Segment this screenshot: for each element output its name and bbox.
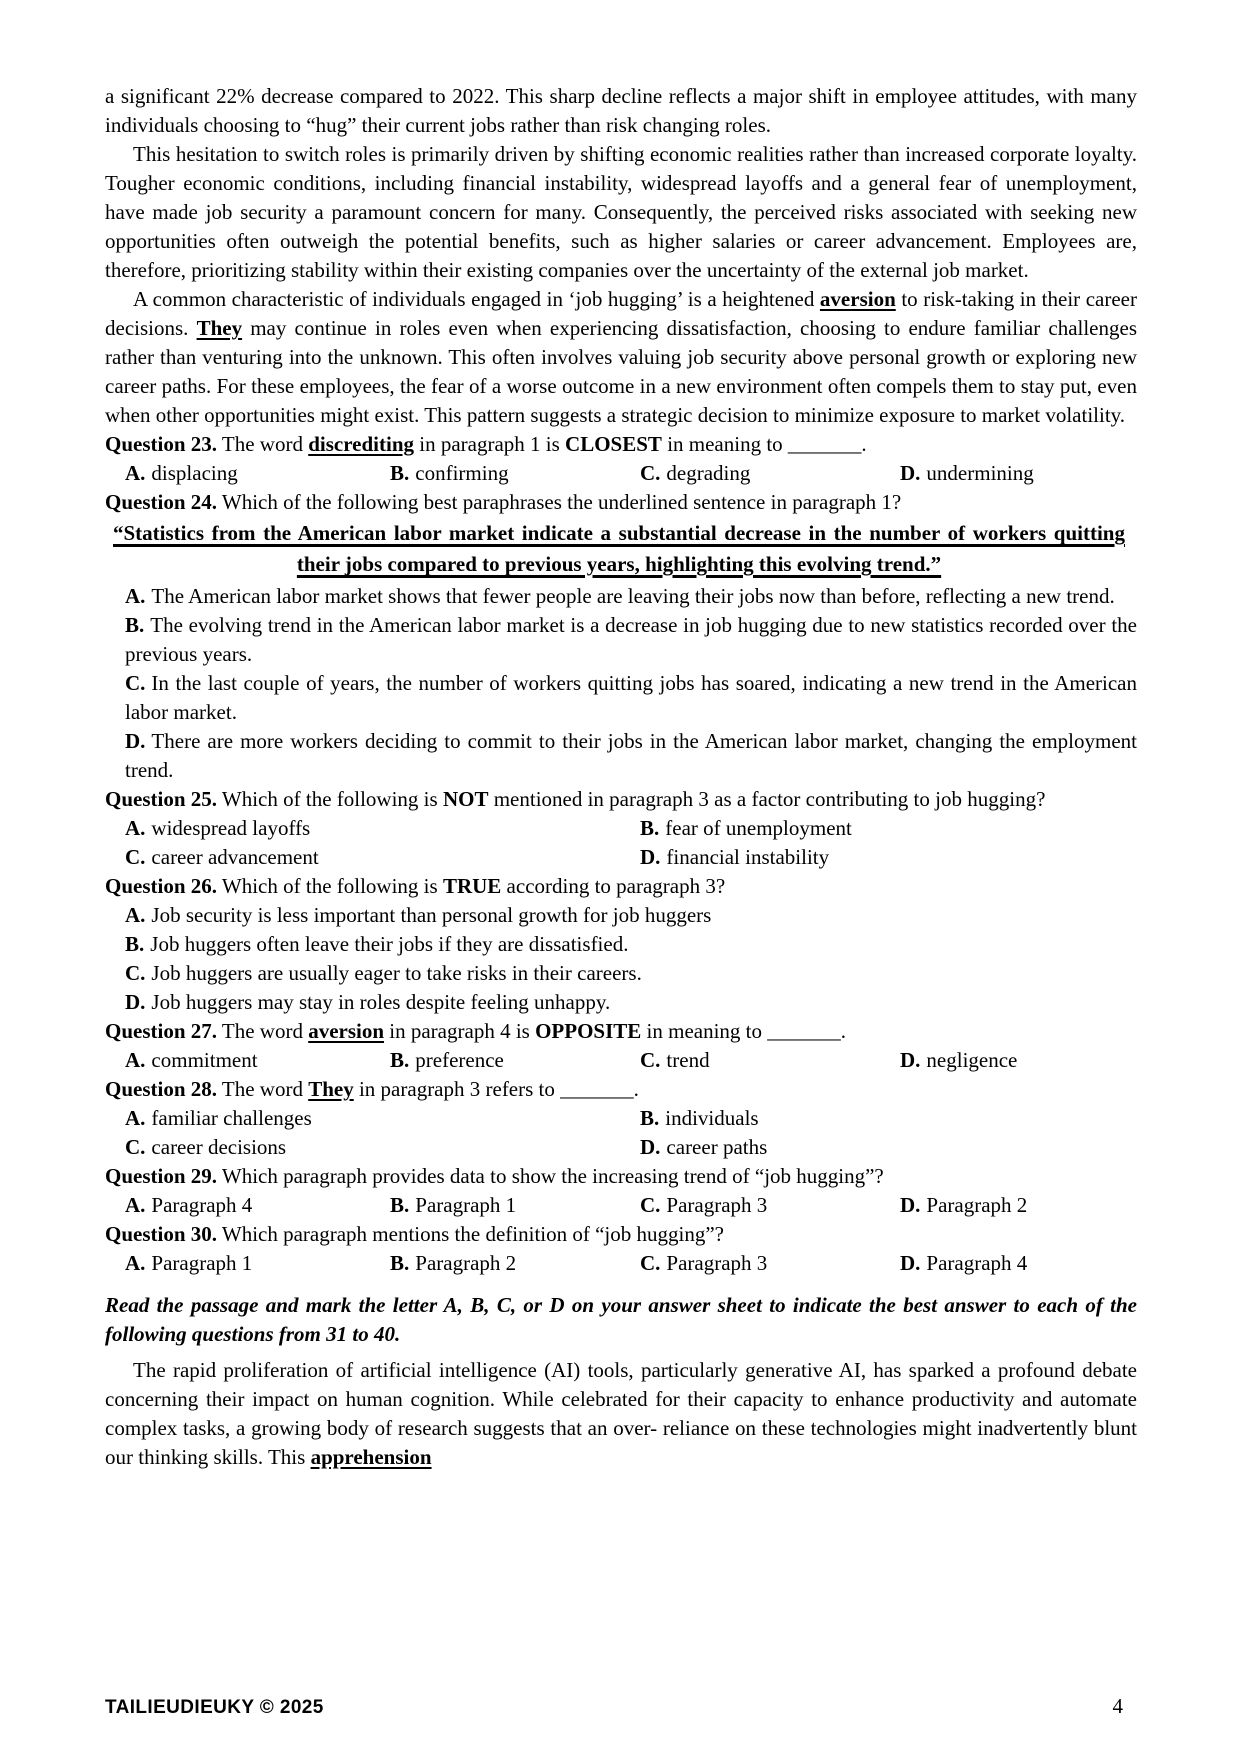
question-25 [105, 785, 1137, 872]
option-a-text: widespread layoffs [151, 816, 311, 840]
option-d-text: There are more workers deciding to commit to their jobs in the American labor market, changing the employment trend. [125, 729, 1137, 782]
option-d [640, 843, 1137, 872]
option-d-label: D. [640, 845, 661, 869]
option-c-text: career decisions [151, 1135, 287, 1159]
question-23-stem: Question 23. The word discrediting in paragraph 1 is CLOSEST in meaning to _______. [105, 432, 867, 456]
option-c-text: career advancement [151, 845, 319, 869]
question-25-stem: Question 25. Which of the following is NOT mentioned in paragraph 3 as a factor contributing to job hugging? [105, 787, 1046, 811]
option-d-text: financial instability [666, 845, 830, 869]
option-d-label: D. [900, 461, 921, 485]
question-29 [105, 1162, 1137, 1220]
option-a-text: familiar challenges [151, 1106, 312, 1130]
passage-1-continuation: a significant 22% decrease compared to 2022. This sharp decline reflects a major shift in employee attitudes, with many individuals choosing to “hug” their current jobs rather than risk changing roles. [105, 84, 1137, 137]
option-c-text: In the last couple of years, the number of workers quitting jobs has soared, indicating a new trend in the American labor market. [125, 671, 1137, 724]
option-c-text: Paragraph 3 [666, 1193, 768, 1217]
option-a-label: A. [125, 816, 146, 840]
option-a-text: Paragraph 4 [151, 1193, 253, 1217]
option-b-text: The evolving trend in the American labor market is a decrease in job hugging due to new statistics recorded over the previous years. [125, 613, 1137, 666]
option-b-label: B. [390, 461, 410, 485]
option-d-label: D. [900, 1193, 921, 1217]
option-c-label: C. [125, 961, 146, 985]
option-c-label: C. [640, 1251, 661, 1275]
option-b-label: B. [125, 613, 145, 637]
option-b-text: confirming [415, 461, 509, 485]
option-a-label: A. [125, 1193, 146, 1217]
passage-1-para-3: A common characteristic of individuals engaged in ‘job hugging’ is a heightened aversion to risk-taking in their career decisions. They may continue in roles even when experiencing dissatisfaction, choosing to endure familiar challenges rather than venturing into the unknown. This often involves valuing job security above personal growth or exploring new career paths. For these employees, the fear of a worse outcome in a new environment often compels them to stay put, even when other opportunities might exist. This pattern suggests a strategic decision to minimize exposure to market volatility. [105, 287, 1137, 427]
option-a [125, 459, 390, 488]
passage-1-para-2: This hesitation to switch roles is primarily driven by shifting economic realities rather than increased corporate loyalty. Tougher economic conditions, including financial instability, widespread layoffs and a general fear of unemployment, have made job security a paramount concern for many. Consequently, the perceived risks associated with seeking new opportunities often outweigh the potential benefits, such as higher salaries or career advancement. Employees are, therefore, prioritizing stability within their existing companies over the uncertainty of the external job market. [105, 142, 1137, 282]
question-28-options [125, 1104, 1137, 1162]
option-b-text: Job huggers often leave their jobs if they are dissatisfied. [150, 932, 629, 956]
option-a-text: The American labor market shows that fewer people are leaving their jobs now than before, reflecting a new trend. [151, 584, 1115, 608]
option-a-label: A. [125, 903, 146, 927]
question-25-options [125, 814, 1137, 872]
option-b-label: B. [125, 932, 145, 956]
option-b [640, 1104, 1137, 1133]
option-a [125, 814, 640, 843]
option-a-text: Paragraph 1 [151, 1251, 253, 1275]
option-b-text: individuals [665, 1106, 759, 1130]
option-a-label: A. [125, 1106, 146, 1130]
question-23-options [125, 459, 1137, 488]
option-c-text: Job huggers are usually eager to take risks in their careers. [151, 961, 642, 985]
option-d-label: D. [125, 990, 146, 1014]
question-24-stem: Question 24. Which of the following best paraphrases the underlined sentence in paragraph 1? [105, 490, 902, 514]
question-28 [105, 1075, 1137, 1162]
question-23 [105, 430, 1137, 488]
option-d-text: undermining [926, 461, 1034, 485]
option-c [125, 669, 1137, 727]
option-c [640, 1046, 900, 1075]
option-c-label: C. [640, 1193, 661, 1217]
question-28-stem: Question 28. The word They in paragraph 3 refers to _______. [105, 1077, 639, 1101]
option-d [125, 988, 1137, 1017]
footer-brand: TAILIEUDIEUKY © 2025 [105, 1697, 324, 1718]
option-c-label: C. [125, 1135, 146, 1159]
option-a [125, 1249, 390, 1278]
option-c [640, 1249, 900, 1278]
option-d-label: D. [900, 1251, 921, 1275]
question-27 [105, 1017, 1137, 1075]
option-b [390, 1046, 640, 1075]
option-b-label: B. [390, 1193, 410, 1217]
question-27-stem: Question 27. The word aversion in paragraph 4 is OPPOSITE in meaning to _______. [105, 1019, 847, 1043]
question-26-stem: Question 26. Which of the following is TRUE according to paragraph 3? [105, 874, 726, 898]
option-b [125, 930, 1137, 959]
option-d [900, 1249, 1137, 1278]
question-30-options [125, 1249, 1137, 1278]
question-27-options [125, 1046, 1137, 1075]
option-b-text: fear of unemployment [665, 816, 852, 840]
option-b [125, 611, 1137, 669]
option-c [640, 459, 900, 488]
question-24-underlined-sentence: “Statistics from the American labor market indicate a substantial decrease in the number of workers quitting their jobs compared to previous years, highlighting this evolving trend.” [113, 521, 1125, 576]
option-b-text: Paragraph 2 [415, 1251, 517, 1275]
option-d [900, 459, 1137, 488]
option-c [125, 959, 1137, 988]
option-a [125, 582, 1137, 611]
option-d-label: D. [640, 1135, 661, 1159]
option-a-text: commitment [151, 1048, 258, 1072]
option-d-text: career paths [666, 1135, 768, 1159]
page-number: 4 [1112, 1694, 1123, 1718]
option-c-label: C. [640, 461, 661, 485]
option-a [125, 1191, 390, 1220]
option-c-text: Paragraph 3 [666, 1251, 768, 1275]
option-a [125, 901, 1137, 930]
question-30 [105, 1220, 1137, 1278]
option-b [640, 814, 1137, 843]
option-c-label: C. [125, 671, 146, 695]
question-29-options [125, 1191, 1137, 1220]
option-b [390, 1191, 640, 1220]
question-26 [105, 872, 1137, 1017]
option-b [390, 459, 640, 488]
option-b-text: preference [415, 1048, 504, 1072]
option-c [125, 843, 640, 872]
option-d [900, 1046, 1137, 1075]
option-c-label: C. [640, 1048, 661, 1072]
option-a [125, 1104, 640, 1133]
option-b-label: B. [390, 1251, 410, 1275]
question-30-stem: Question 30. Which paragraph mentions the definition of “job hugging”? [105, 1222, 724, 1246]
option-d [125, 727, 1137, 785]
option-c [640, 1191, 900, 1220]
option-c [125, 1133, 640, 1162]
option-b-text: Paragraph 1 [415, 1193, 517, 1217]
option-d [640, 1133, 1137, 1162]
option-b [390, 1249, 640, 1278]
option-a-label: A. [125, 584, 146, 608]
option-b-label: B. [640, 816, 660, 840]
option-b-label: B. [640, 1106, 660, 1130]
option-d [900, 1191, 1137, 1220]
option-d-text: negligence [926, 1048, 1018, 1072]
option-d-label: D. [900, 1048, 921, 1072]
option-a [125, 1046, 390, 1075]
option-a-label: A. [125, 1048, 146, 1072]
option-a-label: A. [125, 1251, 146, 1275]
footer [105, 1692, 1137, 1722]
option-c-label: C. [125, 845, 146, 869]
question-29-stem: Question 29. Which paragraph provides data to show the increasing trend of “job hugging”? [105, 1164, 884, 1188]
option-d-text: Paragraph 4 [926, 1251, 1028, 1275]
option-a-text: displacing [151, 461, 238, 485]
instruction-questions-31-40: Read the passage and mark the letter A, B, C, or D on your answer sheet to indicate the best answer to each of the following questions from 31 to 40. [105, 1293, 1137, 1346]
page-content [105, 82, 1137, 1472]
option-a-text: Job security is less important than personal growth for job huggers [151, 903, 712, 927]
option-c-text: degrading [666, 461, 751, 485]
option-d-label: D. [125, 729, 146, 753]
option-a-label: A. [125, 461, 146, 485]
question-24 [105, 488, 1137, 785]
option-d-text: Job huggers may stay in roles despite feeling unhappy. [151, 990, 611, 1014]
passage-2-para-1: The rapid proliferation of artificial intelligence (AI) tools, particularly generative AI, has sparked a profound debate concerning their impact on human cognition. While celebrated for their capacity to enhance productivity and automate complex tasks, a growing body of research suggests that an over- reliance on these technologies might inadvertently blunt our thinking skills. This apprehension [105, 1358, 1137, 1469]
option-b-label: B. [390, 1048, 410, 1072]
option-c-text: trend [666, 1048, 710, 1072]
option-d-text: Paragraph 2 [926, 1193, 1028, 1217]
